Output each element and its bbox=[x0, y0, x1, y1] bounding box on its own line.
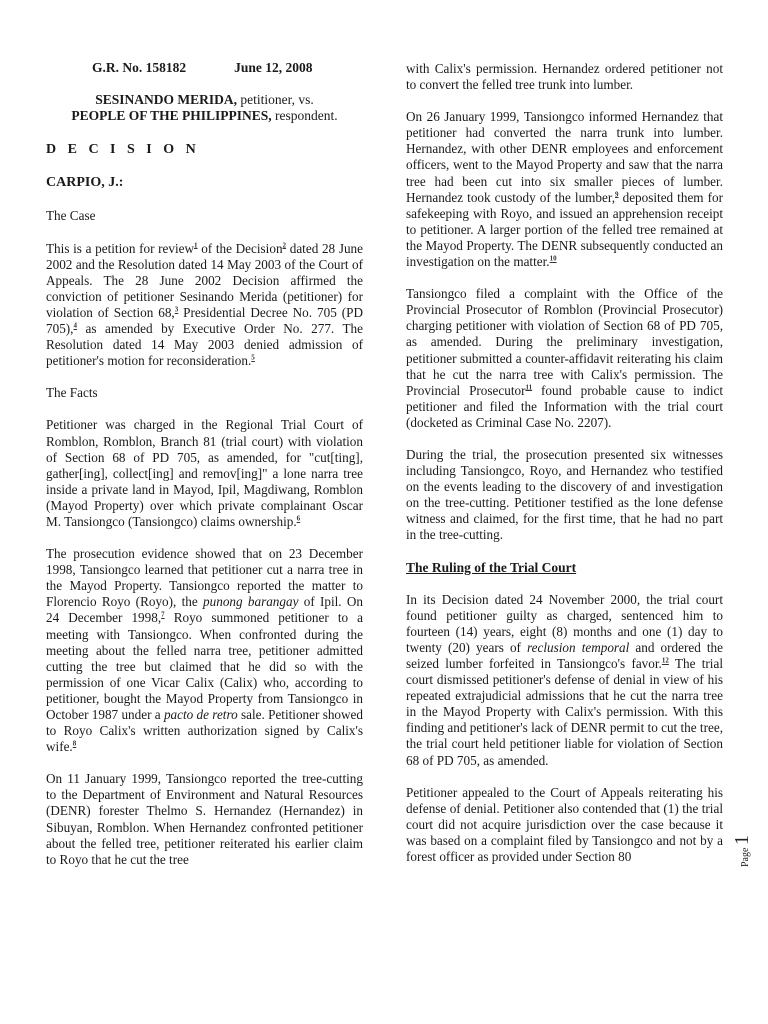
footnote-link[interactable]: 7 bbox=[161, 611, 165, 620]
footnote-link[interactable]: 9 bbox=[615, 190, 619, 199]
footnote-link[interactable]: 3 bbox=[174, 305, 179, 314]
paragraph-appeal: Petitioner appealed to the Court of Appeals reiterating his defense of denial. Petitioner also contended that (1) the trial court did not acquire jurisdiction over the case because it was based on a complaint filed by Tansiongco and not by a forest officer as provided under Section 80 bbox=[406, 784, 723, 865]
paragraph-charge: Petitioner was charged in the Regional Trial Court of Romblon, Romblon, Branch 81 (trial court) with violation of Section 68 of PD 705, as amended, for "cut[ting], gather[ing], collect[ing] and remov[ing]" a lone narra tree inside a private land in Mayod, Ipil, Magdiwang, Romblon (Mayod Property) over which private complainant Oscar M. Tansiongco (Tansiongco) claims ownership.$^6$ bbox=[46, 417, 363, 529]
decision-date: June 12, 2008 bbox=[234, 60, 313, 75]
parties bbox=[46, 92, 363, 124]
respondent-line bbox=[46, 108, 363, 124]
paragraph-prosecution-evidence: The prosecution evidence showed that on 23 December 1998, Tansiongco learned that petitioner cut a narra tree in the Mayod Property. Tansiongco reported the matter to Florencio Royo (Royo), the punong barangay of Ipil. On 24 December 1998,$^7$ Royo summoned petitioner to a meeting with Tansiongco. When confronted during the meeting about the felled narra tree, petitioner admitted cutting the tree but claimed that he did so with the permission of one Vicar Calix (Calix) who, according to petitioner, bought the Mayod Property from Tansiongco in October 1987 under a pacto de retro sale. Petitioner showed to Royo Calix's written authorization signed by Calix's wife.$^8$ bbox=[46, 546, 363, 755]
paragraph-ruling: In its Decision dated 24 November 2000, the trial court found petitioner guilty as charged, sentenced him to fourteen (14) years, eight (8) months and one (1) day to twenty (20) years of reclusion temporal and ordered the seized lumber forfeited in Tansiongco's favor.$^{12}$ The trial court dismissed petitioner's defense of denial in view of his repeated extrajudicial admissions that he cut the narra tree in the Mayod Property with Calix's permission. With this finding and petitioner's lack of DENR permit to cut the tree, the trial court held petitioner liable for violation of Section 68 of PD 705, as amended. bbox=[406, 591, 723, 768]
paragraph-denr-report: On 11 January 1999, Tansiongco reported the tree-cutting to the Department of Environment and Natural Resources (DENR) forester Thelmo S. Hernandez (Hernandez) in Sibuyan, Romblon. When Hernandez confronted petitioner about the felled tree, petitioner reiterated his earlier claim to Royo that he cut the tree bbox=[46, 771, 363, 867]
footnote-link[interactable]: 6 bbox=[296, 514, 301, 523]
case-heading: The Case bbox=[46, 208, 96, 224]
footnote-link[interactable]: 5 bbox=[251, 353, 255, 362]
petitioner-line bbox=[46, 92, 363, 108]
paragraph-trial: During the trial, the prosecution presented six witnesses including Tansiongco, Royo, and Hernandez who testified on the events leading to the discovery of and investigation on the tree-cutting. Petitioner testified as the lone defense witness and claimed, for the first time, that he had no part in the tree-cutting. bbox=[406, 446, 723, 543]
right-column bbox=[406, 61, 723, 881]
facts-heading: The Facts bbox=[46, 385, 98, 401]
paragraph-complaint: Tansiongco filed a complaint with the Office of the Provincial Prosecutor of Romblon (Provincial Prosecutor) charging petitioner with violation of Section 68 of PD 705, as amended. During the preliminary investigation, petitioner submitted a counter-affidavit reiterating his claim that he cut the narra tree with Calix's permission. The Provincial Prosecutor$^{11}$ found probable cause to indict petitioner and filed the Information with the trial court (docketed as Criminal Case No. 2207). bbox=[406, 286, 724, 430]
page-number: 1 bbox=[731, 835, 753, 846]
footnote-link[interactable]: 12 bbox=[661, 656, 669, 665]
page-label: Page bbox=[740, 847, 751, 867]
decision-label: D E C I S I O N bbox=[46, 142, 200, 158]
petitioner-role: petitioner, vs. bbox=[237, 92, 314, 108]
petitioner-name: SESINANDO MERIDA, bbox=[95, 92, 238, 108]
footnote-link[interactable]: 11 bbox=[525, 383, 533, 392]
paragraph-lumber: On 26 January 1999, Tansiongco informed Hernandez that petitioner had converted the narra trunk into lumber. Hernandez, with other DENR employees and enforcement officers, went to the Mayod Property and saw that the narra tree had been cut into six smaller pieces of lumber. Hernandez took custody of the lumber,$^9$ deposited them for safekeeping with Royo, and issued an apprehension receipt to petitioner. A larger portion of the felled tree remained at the Mayod Property. The DENR subsequently conducted an investigation on the matter.$^{10}$ bbox=[406, 109, 723, 270]
footnote-link[interactable]: 4 bbox=[73, 321, 77, 330]
gr-number: G.R. No. 158182 bbox=[92, 60, 187, 75]
respondent-name: PEOPLE OF THE PHILIPPINES, bbox=[71, 108, 272, 124]
ruling-heading: The Ruling of the Trial Court bbox=[406, 559, 577, 575]
footnote-link[interactable]: 10 bbox=[549, 254, 557, 263]
page-number-marker bbox=[731, 837, 768, 867]
paragraph-petition: This is a petition for review$^1$ of the Decision$^2$ dated 28 June 2002 and the Resolution dated 14 May 2003 of the Court of Appeals. The 28 June 2002 Decision affirmed the conviction of petitioner Sesinando Merida (petitioner) for violation of Section 68,$^3$ Presidential Decree No. 705 (PD 705),$^4$ as amended by Executive Order No. 277. The Resolution dated 14 May 2003 denied admission of petitioner's motion for reconsideration.$^5$ bbox=[46, 240, 363, 369]
respondent-role: respondent. bbox=[271, 108, 338, 124]
ponente: CARPIO, J.: bbox=[46, 175, 124, 191]
footnote-link[interactable]: 1 bbox=[194, 241, 198, 250]
footnote-link[interactable]: 2 bbox=[282, 241, 287, 250]
paragraph-continuation: with Calix's permission. Hernandez ordered petitioner not to convert the felled tree trunk into lumber. bbox=[406, 61, 723, 93]
footnote-link[interactable]: 8 bbox=[72, 739, 77, 748]
case-header bbox=[92, 60, 363, 76]
left-column bbox=[46, 60, 363, 884]
